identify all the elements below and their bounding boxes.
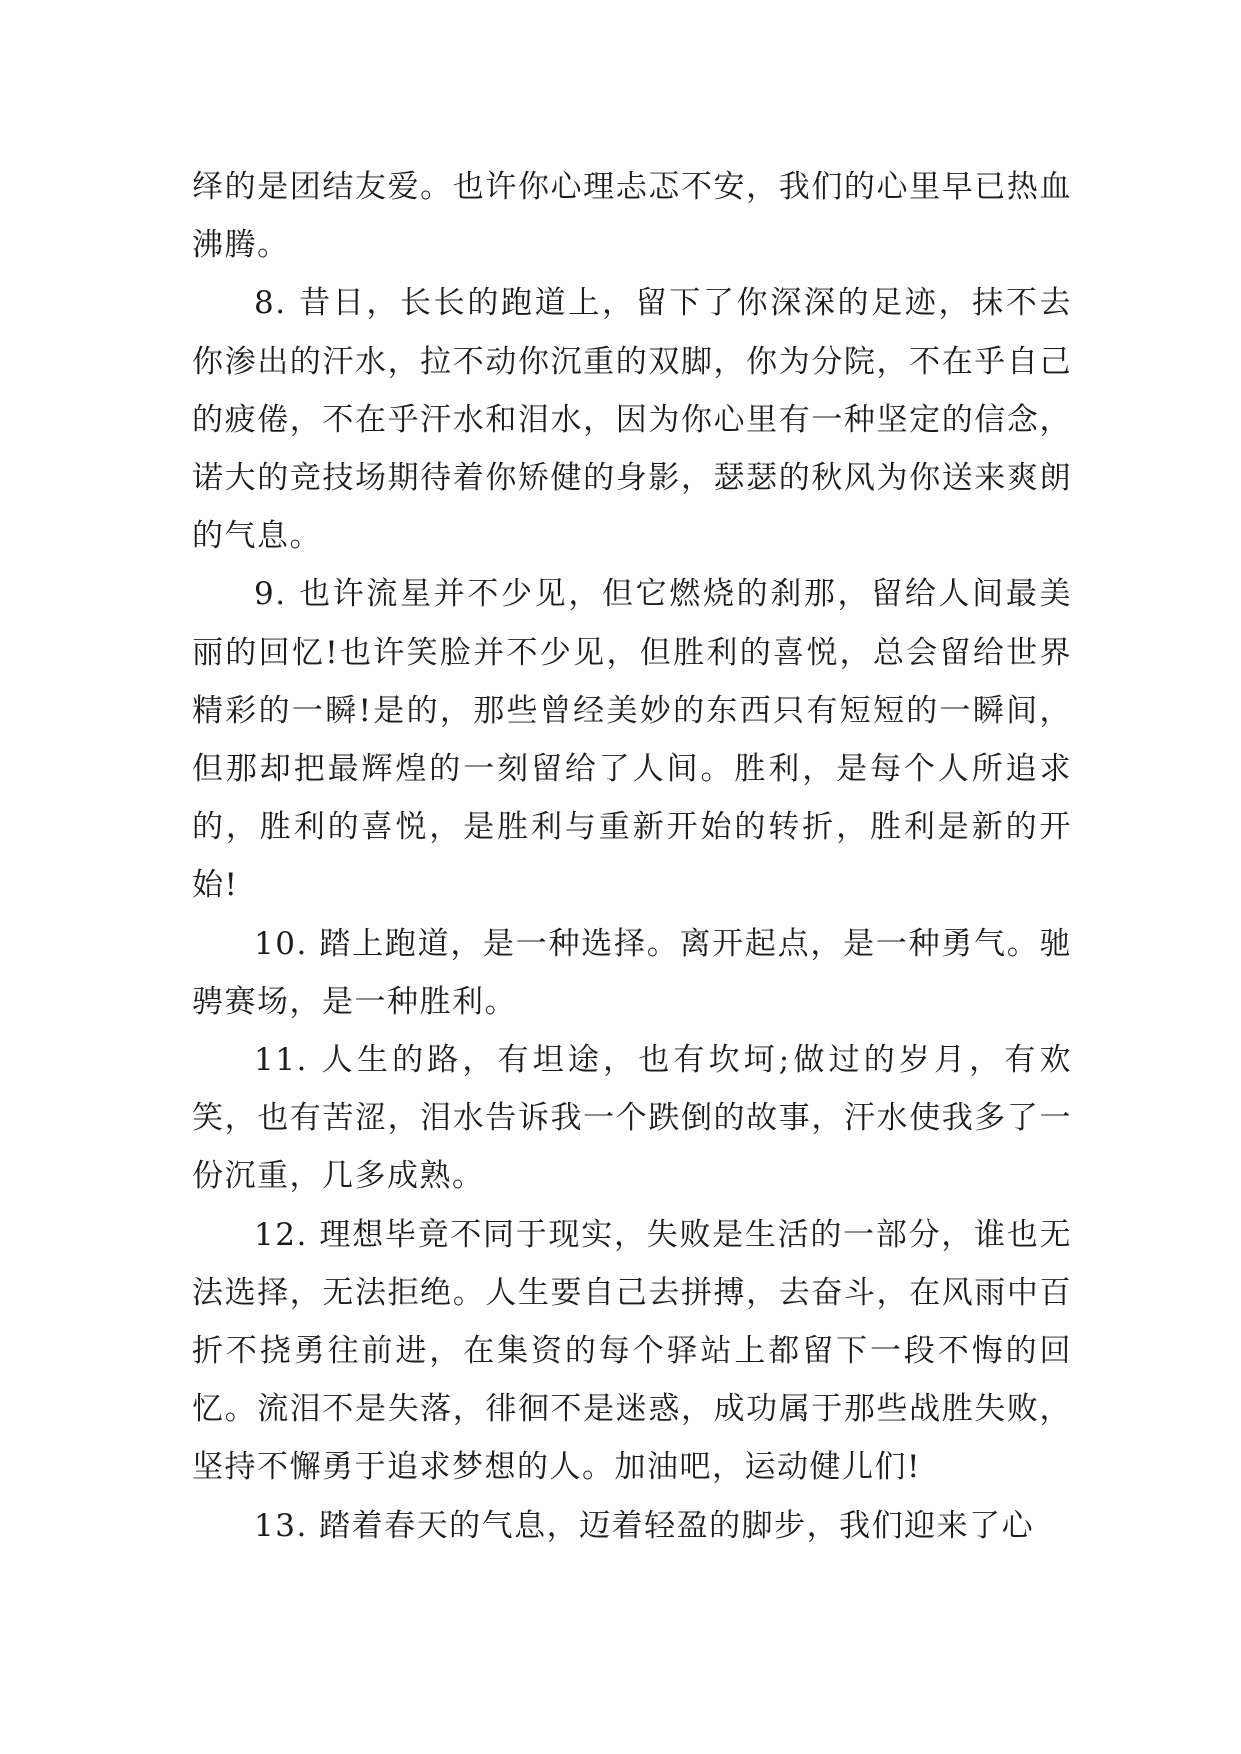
paragraph-text: 10. 踏上跑道，是一种选择。离开起点，是一种勇气。驰骋赛场，是一种胜利。 (192, 925, 1072, 1020)
document-body (192, 158, 1072, 1555)
paragraph-12 (192, 1206, 1072, 1497)
paragraph-text: 绎的是团结友爱。也许你心理忐忑不安，我们的心里早已热血沸腾。 (192, 169, 1072, 264)
paragraph-continued (192, 158, 1072, 274)
paragraph-11 (192, 1031, 1072, 1206)
paragraph-13 (192, 1497, 1072, 1555)
paragraph-text: 12. 理想毕竟不同于现实，失败是生活的一部分，谁也无法选择，无法拒绝。人生要自己去拼搏，去奋斗，在风雨中百折不挠勇往前进，在集资的每个驿站上都留下一段不悔的回忆。流泪不是失落，徘徊不是迷惑，成功属于那些战胜失败，坚持不懈勇于追求梦想的人。加油吧，运动健儿们! (192, 1216, 1072, 1486)
paragraph-text: 9. 也许流星并不少见，但它燃烧的刹那，留给人间最美丽的回忆!也许笑脸并不少见，但胜利的喜悦，总会留给世界精彩的一瞬!是的，那些曾经美妙的东西只有短短的一瞬间，但那却把最辉煌的一刻留给了人间。胜利，是每个人所追求的，胜利的喜悦，是胜利与重新开始的转折，胜利是新的开始! (192, 576, 1072, 904)
paragraph-10 (192, 915, 1072, 1031)
paragraph-text: 11. 人生的路，有坦途，也有坎坷;做过的岁月，有欢笑，也有苦涩，泪水告诉我一个跌倒的故事，汗水使我多了一份沉重，几多成熟。 (192, 1042, 1072, 1195)
paragraph-text: 8. 昔日，长长的跑道上，留下了你深深的足迹，抹不去你渗出的汗水，拉不动你沉重的双脚，你为分院，不在乎自己的疲倦，不在乎汗水和泪水，因为你心里有一种坚定的信念，诺大的竞技场期待着你矫健的身影，瑟瑟的秋风为你送来爽朗的气息。 (192, 285, 1072, 555)
paragraph-text: 13. 踏着春天的气息，迈着轻盈的脚步，我们迎来了心 (254, 1507, 1035, 1544)
paragraph-9 (192, 565, 1072, 914)
paragraph-8 (192, 274, 1072, 565)
